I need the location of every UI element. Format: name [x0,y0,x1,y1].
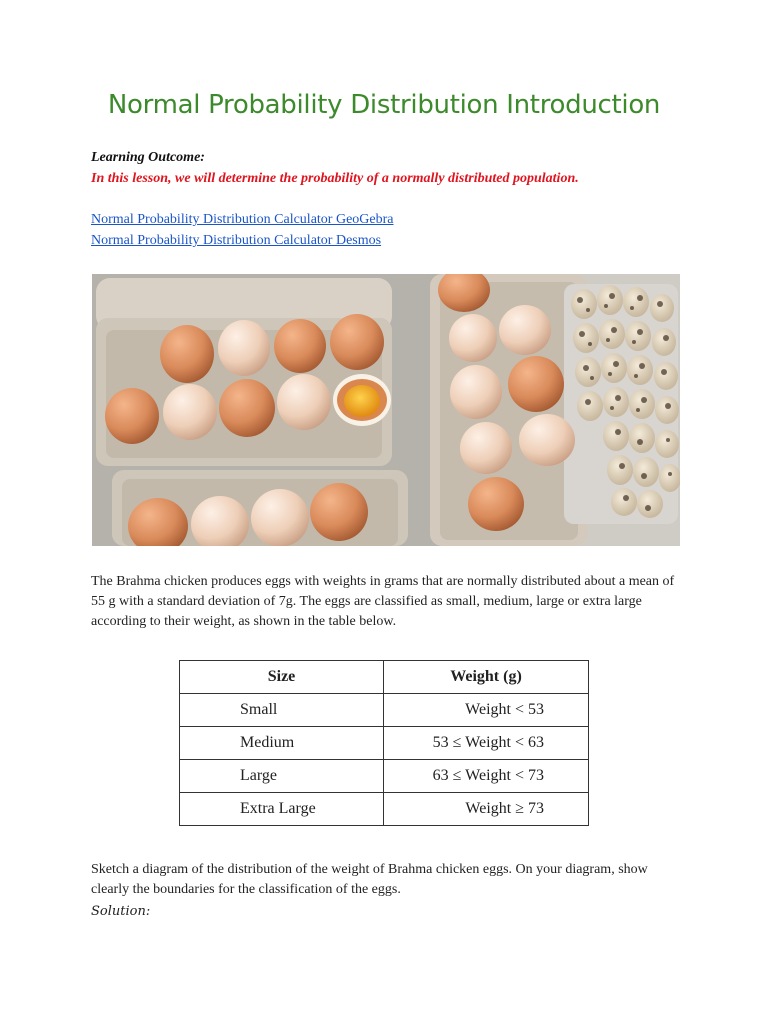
size-cell: Small [180,694,384,727]
egg-size-table [179,660,589,826]
solution-label: Solution: [91,904,151,919]
size-cell: Extra Large [180,793,384,826]
table-row [180,793,589,826]
weight-cell: Weight ≥ 73 [384,793,589,826]
weight-cell: Weight < 53 [384,694,589,727]
eggs-photo [92,274,680,546]
weight-header: Weight (g) [384,661,589,694]
intro-paragraph: The Brahma chicken produces eggs with weights in grams that are normally distributed about a mean of 55 g with a standard deviation of 7g. The eggs are classified as small, medium, large or extra large according to their weight, as shown in the table below. [91,574,675,629]
table-row [180,760,589,793]
desmos-calculator-link[interactable]: Normal Probability Distribution Calculator Desmos [91,233,382,248]
learning-outcome-text: In this lesson, we will determine the probability of a normally distributed population. [91,171,579,186]
table-header-row [180,661,589,694]
geogebra-calculator-link[interactable]: Normal Probability Distribution Calculator GeoGebra [91,212,394,227]
weight-cell: 53 ≤ Weight < 63 [384,727,589,760]
eggs-illustration [92,274,680,546]
table-row [180,694,589,727]
table-row [180,727,589,760]
learning-outcome-label: Learning Outcome: [91,150,205,165]
page-title: Normal Probability Distribution Introduction [107,90,661,120]
weight-cell: 63 ≤ Weight < 73 [384,760,589,793]
size-cell: Medium [180,727,384,760]
size-cell: Large [180,760,384,793]
task-paragraph: Sketch a diagram of the distribution of the weight of Brahma chicken eggs. On your diagram, show clearly the boundaries for the classification of the eggs. [91,862,648,897]
size-header: Size [180,661,384,694]
